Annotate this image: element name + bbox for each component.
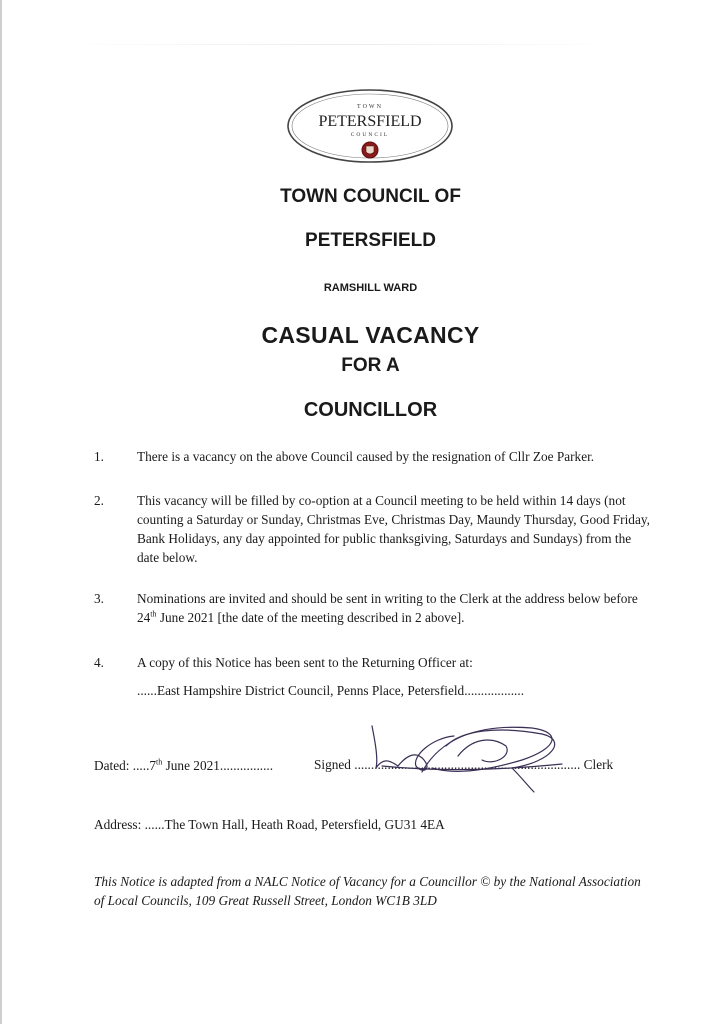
heading-councillor: COUNCILLOR <box>303 399 438 421</box>
ordinal-suffix: th <box>150 609 157 619</box>
dated-line <box>94 758 273 774</box>
signed-line: Signed .................................................................... Clerk <box>314 757 614 772</box>
address-line: Address: ......The Town Hall, Heath Road, Petersfield, GU31 4EA <box>94 817 445 832</box>
item-text-part: June 2021 [the date of the meeting described in 2 above]. <box>156 610 465 625</box>
dated-text: June 2021................ <box>162 758 274 773</box>
heading-council: TOWN COUNCIL OF <box>280 186 461 207</box>
page-edge <box>0 0 2 1024</box>
item-number: 2. <box>94 493 104 508</box>
item-text: There is a vacancy on the above Council caused by the resignation of Cllr Zoe Parker. <box>137 449 595 464</box>
heading-ward: RAMSHILL WARD <box>323 282 418 294</box>
returning-officer-address: ......East Hampshire District Council, Penns Place, Petersfield.................. <box>137 683 525 698</box>
heading-town: PETERSFIELD <box>305 230 436 251</box>
logo-top-text: TOWN <box>357 104 383 110</box>
heading-for-a: FOR A <box>341 355 400 376</box>
item-text-part: Nominations are invited and should be sent in writing to the Clerk at the address below before 24 <box>137 591 638 625</box>
logo-name-text: PETERSFIELD <box>318 113 422 130</box>
item-number: 1. <box>94 449 104 464</box>
item-text: A copy of this Notice has been sent to the Returning Officer at: <box>137 655 473 670</box>
item-text: This vacancy will be filled by co-option at a Council meeting to be held within 14 days (not counting a Saturday or Sunday, Christmas Eve, Christmas Day, Maundy Thursday, Good Friday, Bank Holidays, any day appointed for public thanksgiving, Saturdays and Sundays) from the date below. <box>137 493 650 565</box>
footnote: This Notice is adapted from a NALC Notice of Vacancy for a Councillor © by the National Association of Local Councils, 109 Great Russell Street, London WC1B 3LD <box>94 874 641 908</box>
dated-text: Dated: .....7 <box>94 758 157 773</box>
ordinal-suffix: th <box>156 757 163 767</box>
council-logo <box>286 88 454 172</box>
item-number: 4. <box>94 655 104 670</box>
scan-artifact <box>60 44 620 45</box>
heading-vacancy: CASUAL VACANCY <box>261 322 480 348</box>
handwritten-signature <box>362 716 582 796</box>
item-text <box>137 589 652 627</box>
logo-bottom-text: COUNCIL <box>350 132 390 138</box>
item-number: 3. <box>94 591 104 606</box>
